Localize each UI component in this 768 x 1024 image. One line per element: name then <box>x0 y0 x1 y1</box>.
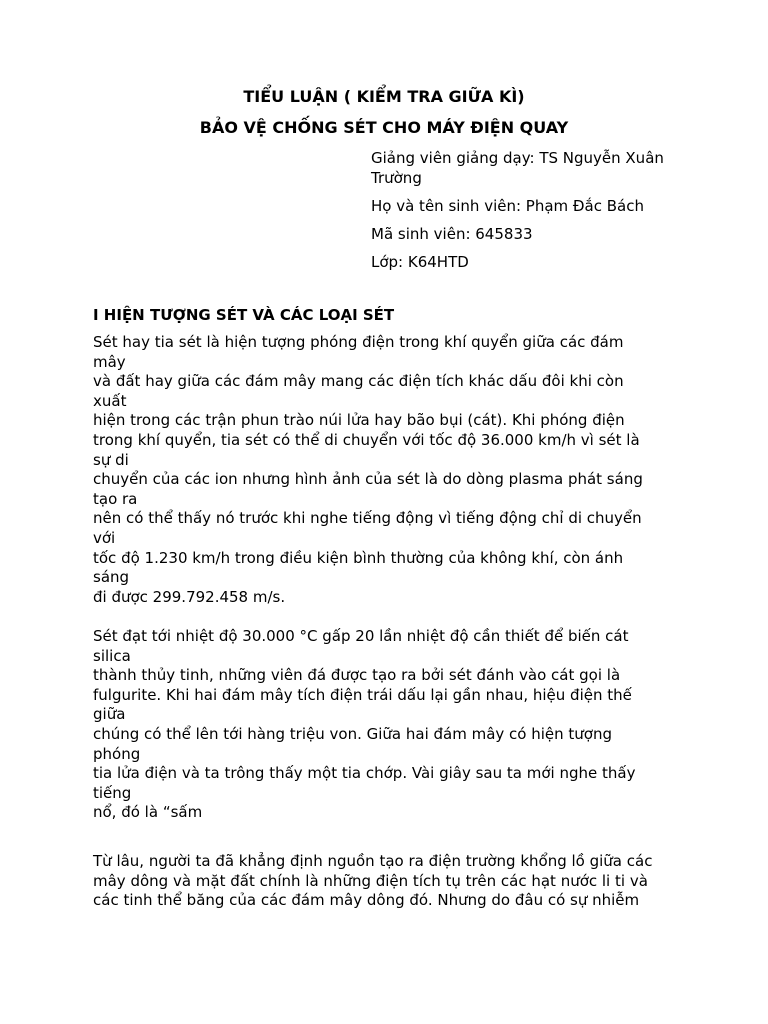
text-line: tia lửa điện và ta trông thấy một tia chớp. Vài giây sau ta mới nghe thấy <box>93 764 636 783</box>
text-line: fulgurite. Khi hai đám mây tích điện trái dấu lại gần nhau, hiệu điện thế <box>93 685 632 704</box>
text-line: giữa <box>93 705 126 724</box>
text-line: với <box>93 528 116 547</box>
document-subtitle: BẢO VỆ CHỐNG SÉT CHO MÁY ĐIỆN QUAY <box>199 118 569 137</box>
class-line: Lớp: K64HTD <box>371 253 469 271</box>
lecturer-line: Giảng viên giảng dạy: TS Nguyễn Xuân Trường <box>371 149 664 187</box>
paragraph-2 <box>93 627 693 823</box>
text-line: trong khí quyển, tia sét có thể di chuyển với tốc độ 36.000 km/h vì sét là <box>93 430 640 449</box>
text-line: phóng <box>93 744 141 763</box>
paragraph-3 <box>93 852 693 911</box>
student-id-line: Mã sinh viên: 645833 <box>371 225 533 243</box>
text-line: tiếng <box>93 783 132 802</box>
text-line: mây dông và mặt đất chính là những điện tích tụ trên các hạt nước li ti và <box>93 871 648 890</box>
text-line: silica <box>93 646 131 665</box>
text-line: tạo ra <box>93 489 138 508</box>
text-line: các tinh thể băng của các đám mây dông đó. Nhưng do đâu có sự nhiễm <box>93 891 640 910</box>
text-line: tốc độ 1.230 km/h trong điều kiện bình thường của không khí, còn ánh <box>93 548 624 567</box>
text-line: nên có thể thấy nó trước khi nghe tiếng động vì tiếng động chỉ di chuyển <box>93 509 642 528</box>
text-line: chúng có thể lên tới hàng triệu von. Giữa hai đám mây có hiện tượng <box>93 724 613 743</box>
section-heading: I HIỆN TƯỢNG SÉT VÀ CÁC LOẠI SÉT <box>93 306 395 324</box>
text-line: đi được 299.792.458 m/s. <box>93 587 286 606</box>
text-line: hiện trong các trận phun trào núi lửa hay bão bụi (cát). Khi phóng điện <box>93 411 625 430</box>
text-line: chuyển của các ion nhưng hình ảnh của sét là do dòng plasma phát sáng <box>93 470 643 489</box>
student-name-line: Họ và tên sinh viên: Phạm Đắc Bách <box>371 197 645 215</box>
author-info-block <box>371 148 701 272</box>
document-title: TIỂU LUẬN ( KIỂM TRA GIỮA KÌ) <box>243 87 525 106</box>
text-line: thành thủy tinh, những viên đá được tạo ra bởi sét đánh vào cát gọi là <box>93 666 621 685</box>
text-line: sáng <box>93 568 130 587</box>
paragraph-1 <box>93 333 693 607</box>
text-line: nổ, đó là “sấm <box>93 803 203 822</box>
text-line: và đất hay giữa các đám mây mang các điện tích khác dấu đôi khi còn <box>93 372 624 391</box>
text-line: Từ lâu, người ta đã khẳng định nguồn tạo ra điện trường khổng lồ giữa các <box>93 852 653 870</box>
text-line: Sét hay tia sét là hiện tượng phóng điện trong khí quyển giữa các đám <box>93 333 624 351</box>
text-line: mây <box>93 352 126 371</box>
text-line: Sét đạt tới nhiệt độ 30.000 °C gấp 20 lần nhiệt độ cần thiết để biến cát <box>93 627 629 645</box>
text-line: xuất <box>93 391 127 410</box>
text-line: sự di <box>93 450 129 469</box>
